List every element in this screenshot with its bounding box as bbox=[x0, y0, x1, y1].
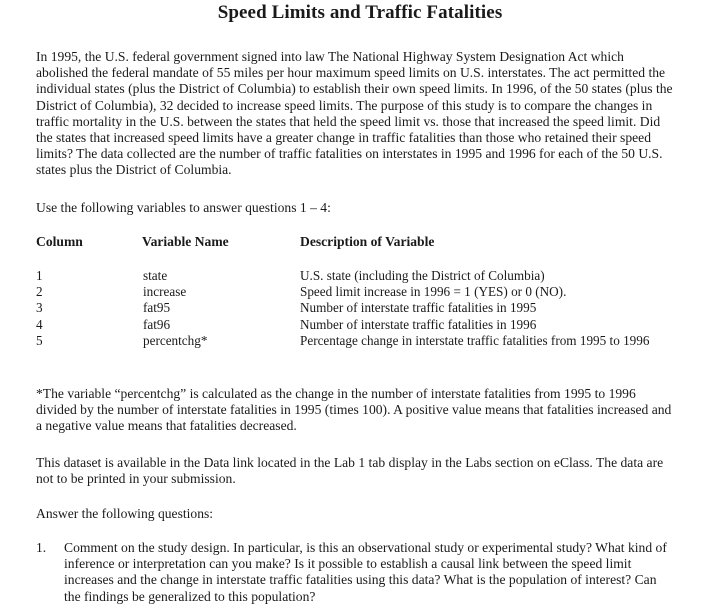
footnote-paragraph: *The variable “percentchg” is calculated as the change in the number of interstate fatalities from 1995 to 1996 divided by the number of interstate fatalities in 1995 (times 100). A positive value means that fatalities increased and a negative value means that fatalities decreased. bbox=[36, 386, 672, 434]
header-variable-name: Variable Name bbox=[142, 234, 229, 249]
question-text: Comment on the study design. In particular, is this an observational study or experimental study? What kind of inference or interpretation can you make? Is it possible to establish a causal link between the speed limit increases and the change in interstate traffic fatalities using this data? What is the population of interest? Can the findings be generalized to this population? bbox=[64, 540, 667, 604]
row-variable-name: increase bbox=[143, 284, 187, 299]
dataset-note: This dataset is available in the Data link located in the Lab 1 tab display in the Labs section on eClass. The data are not to be printed in your submission. bbox=[36, 455, 664, 487]
row-number: 2 bbox=[36, 284, 43, 299]
header-column: Column bbox=[36, 234, 83, 249]
question-item bbox=[36, 540, 676, 605]
header-description: Description of Variable bbox=[300, 234, 435, 249]
intro-paragraph: In 1995, the U.S. federal government signed into law The National Highway System Designation Act which abolished the federal mandate of 55 miles per hour maximum speed limits on U.S. interstates. The act permitted the individual states (plus the District of Columbia) to establish their own speed limits. In 1996, of the 50 states (plus the District of Columbia), 32 decided to increase speed limits. The purpose of this study is to compare the changes in traffic mortality in the U.S. between the states that held the speed limit vs. those that increased the speed limit. Did the states that increased speed limits have a greater change in traffic fatalities than those who retained their speed limits? The data collected are the number of traffic fatalities on interstates in 1995 and 1996 for each of the 50 U.S. states plus the District of Columbia. bbox=[36, 49, 673, 178]
row-description: Percentage change in interstate traffic fatalities from 1995 to 1996 bbox=[300, 333, 650, 348]
row-description: U.S. state (including the District of Columbia) bbox=[300, 268, 545, 283]
question-number: 1. bbox=[36, 540, 47, 555]
row-number: 5 bbox=[36, 333, 43, 348]
row-description: Number of interstate traffic fatalities in 1996 bbox=[300, 317, 537, 332]
row-variable-name: fat95 bbox=[143, 300, 171, 315]
row-description: Speed limit increase in 1996 = 1 (YES) or 0 (NO). bbox=[300, 284, 567, 299]
row-variable-name: percentchg* bbox=[143, 333, 208, 348]
row-number: 4 bbox=[36, 317, 43, 332]
answer-prompt: Answer the following questions: bbox=[36, 506, 214, 521]
row-number: 1 bbox=[36, 268, 43, 283]
row-description: Number of interstate traffic fatalities in 1995 bbox=[300, 300, 537, 315]
row-variable-name: fat96 bbox=[143, 317, 171, 332]
row-variable-name: state bbox=[143, 268, 168, 283]
document-title: Speed Limits and Traffic Fatalities bbox=[217, 2, 503, 23]
instruction-text: Use the following variables to answer questions 1 – 4: bbox=[36, 200, 331, 215]
row-number: 3 bbox=[36, 300, 43, 315]
